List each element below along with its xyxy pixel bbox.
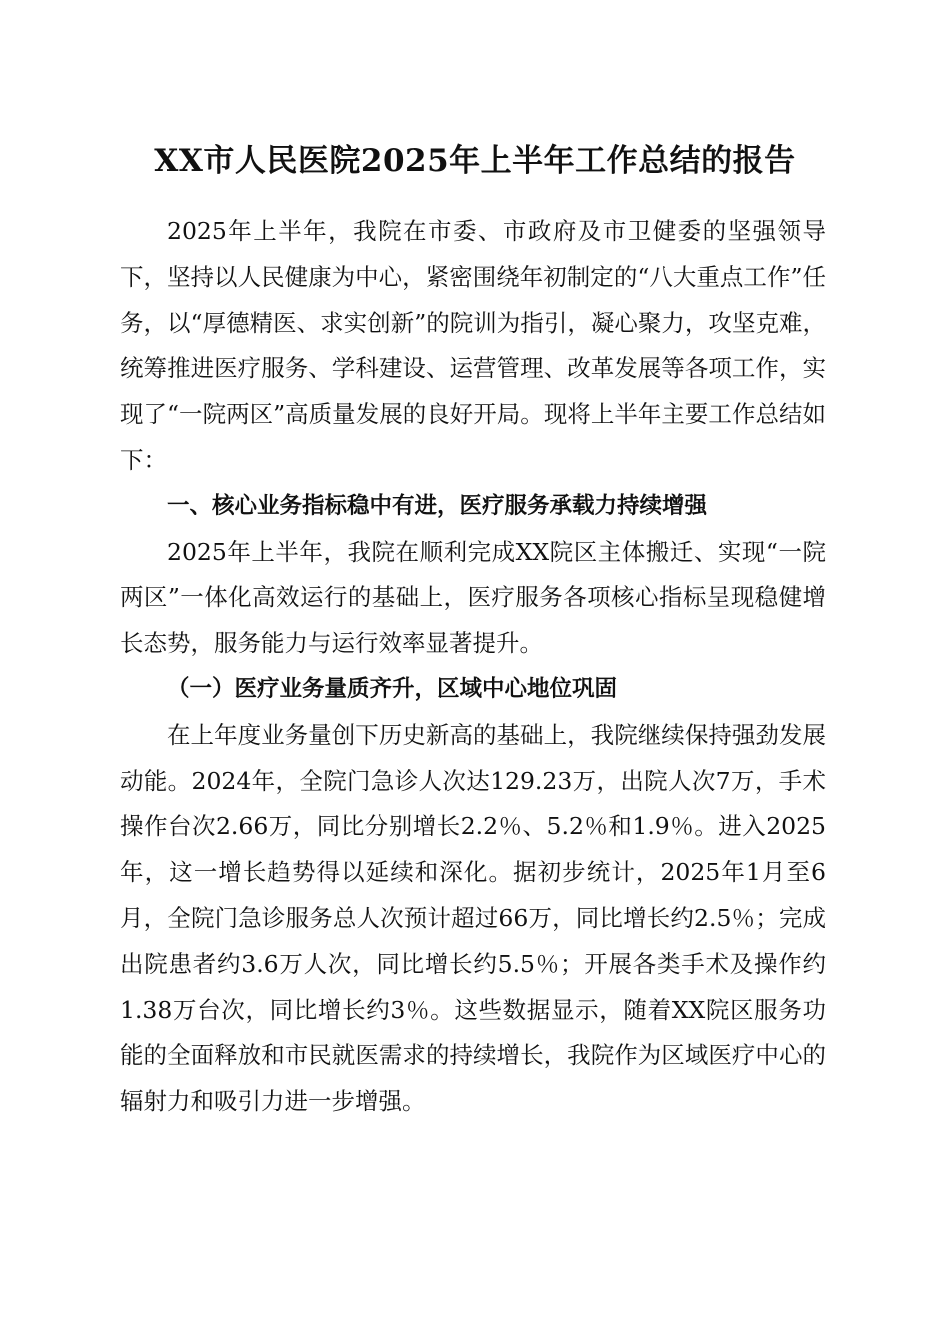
section-intro-paragraph: 2025年上半年，我院在顺利完成XX院区主体搬迁、实现“一院两区”一体化高效运行的基础上，医疗服务各项核心指标呈现稳健增长态势，服务能力与运行效率显著提升。 [120, 537, 826, 658]
document-title: XX市人民医院2025年上半年工作总结的报告 [154, 143, 796, 179]
section-heading: 一、核心业务指标稳中有进，医疗服务承载力持续增强 [167, 492, 708, 519]
subsection-paragraph: 在上年度业务量创下历史新高的基础上，我院继续保持强劲发展动能。2024年，全院门急诊人次达129.23万，出院人次7万，手术操作台次2.66万，同比分别增长2.2％、5.2％和1.9％。进入2025年，这一增长趋势得以延续和深化。据初步统计，2025年1月至6月，全院门急诊服务总人次预计超过66万，同比增长约2.5％；完成出院患者约3.6万人次，同比增长约5.5％；开展各类手术及操作约1.38万台次，同比增长约3％。这些数据显示，随着XX院区服务功能的全面释放和市民就医需求的持续增长，我院作为区域医疗中心的辐射力和吸引力进一步增强。 [120, 720, 826, 1116]
intro-paragraph: 2025年上半年，我院在市委、市政府及市卫健委的坚强领导下，坚持以人民健康为中心，紧密围绕年初制定的“八大重点工作”任务，以“厚德精医、求实创新”的院训为指引，凝心聚力，攻坚克难，统筹推进医疗服务、学科建设、运营管理、改革发展等各项工作，实现了“一院两区”高质量发展的良好开局。现将上半年主要工作总结如下： [120, 217, 826, 474]
subsection-heading: （一）医疗业务量质齐升，区域中心地位巩固 [167, 675, 618, 702]
document-body [120, 209, 826, 1125]
